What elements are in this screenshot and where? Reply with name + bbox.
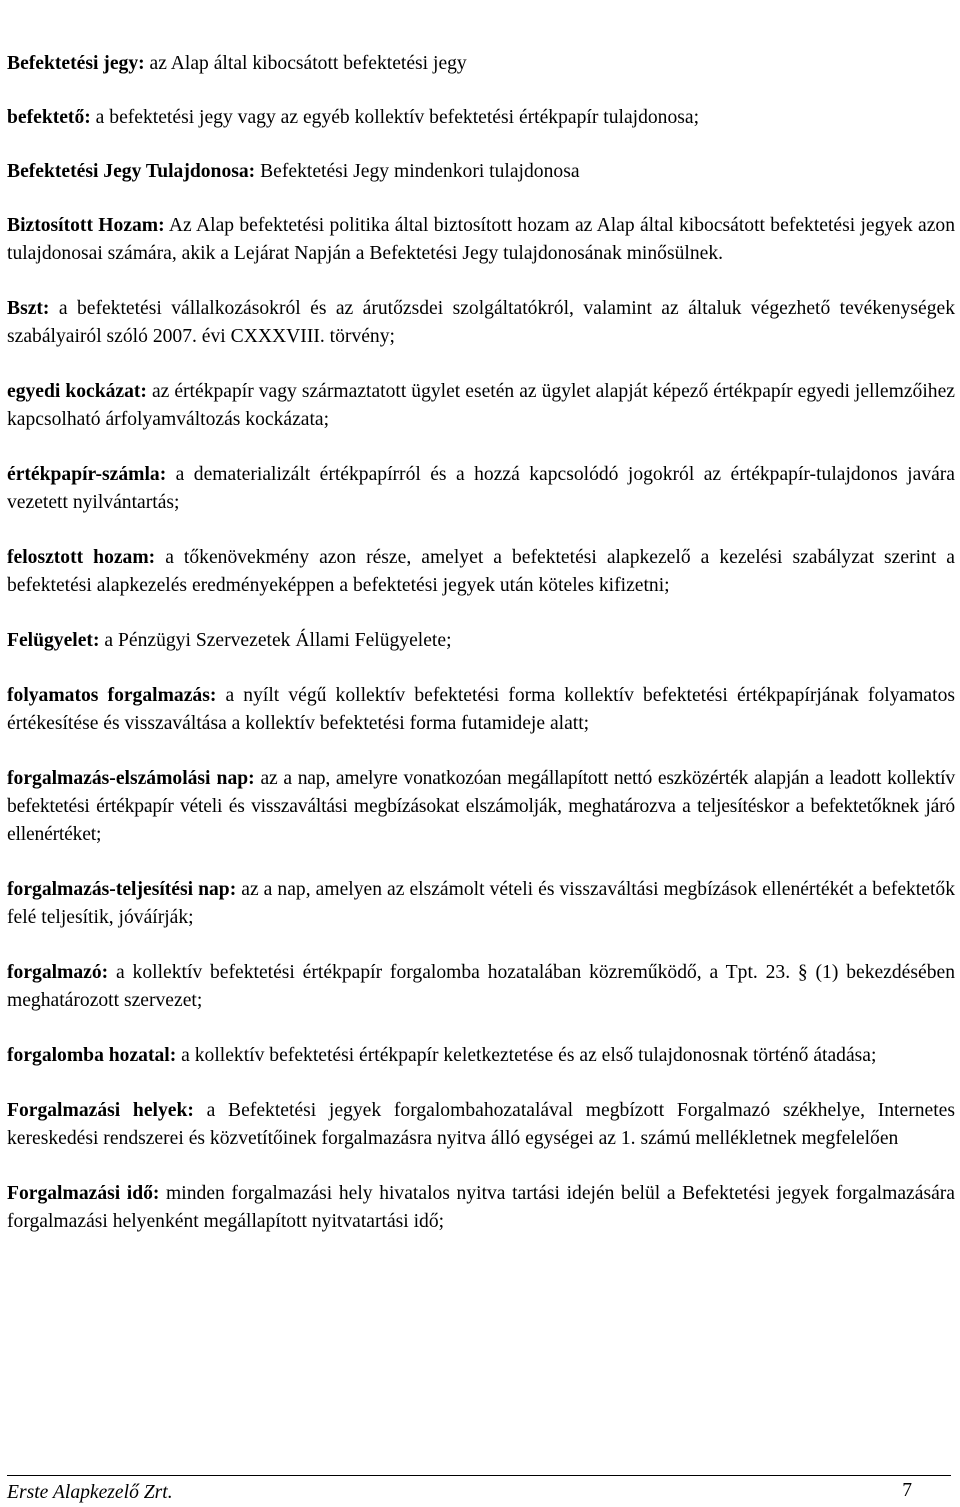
definition-item [7, 1180, 955, 1236]
definition-text: az a nap, amelyen az elszámolt vételi és visszaváltási megbízások ellenértékét a befektetők felé teljesítik, jóváírják; [7, 879, 955, 928]
definition-text: az a nap, amelyre vonatkozóan megállapított nettó eszközérték alapján a leadott kollektív befektetési értékpapír vételi és visszaváltási megbízásokat elszámolják, meghatározva a teljesítéskor a befektetőknek járó ellenértéket; [7, 768, 955, 845]
definition-text: a Befektetési jegyek forgalombahozatalával megbízott Forgalmazó székhelye, Internetes kereskedési rendszerei és közvetítőinek forgalmazásra nyitva álló egységei az 1. számú mellékletnek megfelelően [7, 1100, 955, 1149]
footer-divider [7, 1475, 951, 1476]
definition-item [7, 627, 955, 655]
definition-item [7, 765, 955, 849]
definition-term: Bszt: [7, 298, 50, 319]
definition-term: egyedi kockázat: [7, 381, 147, 402]
definition-text: a befektetési vállalkozásokról és az árutőzsdei szolgáltatókról, valamint az általuk végezhető tevékenységek szabályairól szóló 2007. évi CXXXVIII. törvény; [7, 298, 955, 347]
definition-item [7, 295, 955, 351]
footer-company: Erste Alapkezelő Zrt. [7, 1482, 173, 1503]
definition-text: a Pénzügyi Szervezetek Állami Felügyelete; [99, 630, 452, 651]
definition-text: a nyílt végű kollektív befektetési forma kollektív befektetési értékpapírjának folyamatos értékesítése és visszaváltása a kollektív befektetési forma futamideje alatt; [7, 685, 955, 734]
definition-text: a tőkenövekmény azon része, amelyet a befektetési alapkezelő a kezelési szabályzat szerint a befektetési alapkezelés eredményeképpen a befektetési jegyek után köteles kifizetni; [7, 547, 955, 596]
definition-term: Felügyelet: [7, 630, 100, 651]
definition-term: Forgalmazási idő: [7, 1183, 160, 1204]
definition-item [7, 378, 955, 434]
definition-item [7, 50, 955, 78]
definition-item [7, 1042, 955, 1070]
definition-text: a kollektív befektetési értékpapír keletkeztetése és az első tulajdonosnak történő átadása; [176, 1045, 877, 1066]
definition-term: forgalmazás-elszámolási nap: [7, 768, 255, 789]
definition-text: Befektetési Jegy mindenkori tulajdonosa [255, 161, 580, 182]
definition-text: a befektetési jegy vagy az egyéb kollektív befektetési értékpapír tulajdonosa; [90, 107, 700, 128]
definition-term: Forgalmazási helyek: [7, 1100, 194, 1121]
definition-text: a kollektív befektetési értékpapír forgalomba hozatalában közreműködő, a Tpt. 23. § (1) bekezdésében meghatározott szervezet; [7, 962, 955, 1011]
document-body [7, 50, 955, 1263]
definition-item [7, 682, 955, 738]
definition-term: Befektetési jegy: [7, 53, 145, 74]
page-number: 7 [902, 1480, 912, 1501]
definition-text: a dematerializált értékpapírról és a hozzá kapcsolódó jogokról az értékpapír-tulajdonos javára vezetett nyilvántartás; [7, 464, 955, 513]
definition-text: Az Alap befektetési politika által biztosított hozam az Alap által kibocsátott befektetési jegyek azon tulajdonosai számára, akik a Lejárat Napján a Befektetési Jegy tulajdonosának minősülnek. [7, 215, 955, 264]
definition-item [7, 212, 955, 268]
definition-term: forgalmazás-teljesítési nap: [7, 879, 237, 900]
definition-term: értékpapír-számla: [7, 464, 167, 485]
definition-item [7, 959, 955, 1015]
definition-item [7, 461, 955, 517]
definition-text: az értékpapír vagy származtatott ügylet esetén az ügylet alapját képező értékpapír egyedi jellemzőihez kapcsolható árfolyamváltozás kockázata; [7, 381, 955, 430]
definition-term: befektető: [7, 107, 91, 128]
definition-item [7, 158, 955, 186]
definition-item [7, 544, 955, 600]
definition-term: forgalmazó: [7, 962, 109, 983]
definition-text: az Alap által kibocsátott befektetési jegy [144, 53, 467, 74]
definition-term: forgalomba hozatal: [7, 1045, 177, 1066]
definition-term: Biztosított Hozam: [7, 215, 165, 236]
definition-term: felosztott hozam: [7, 547, 156, 568]
definition-text: minden forgalmazási hely hivatalos nyitva tartási idején belül a Befektetési jegyek forgalmazására forgalmazási helyenként megállapított nyitvatartási idő; [7, 1183, 955, 1232]
definition-item [7, 876, 955, 932]
definition-term: folyamatos forgalmazás: [7, 685, 217, 706]
definition-item [7, 104, 955, 132]
definition-term: Befektetési Jegy Tulajdonosa: [7, 161, 256, 182]
definition-item [7, 1097, 955, 1153]
